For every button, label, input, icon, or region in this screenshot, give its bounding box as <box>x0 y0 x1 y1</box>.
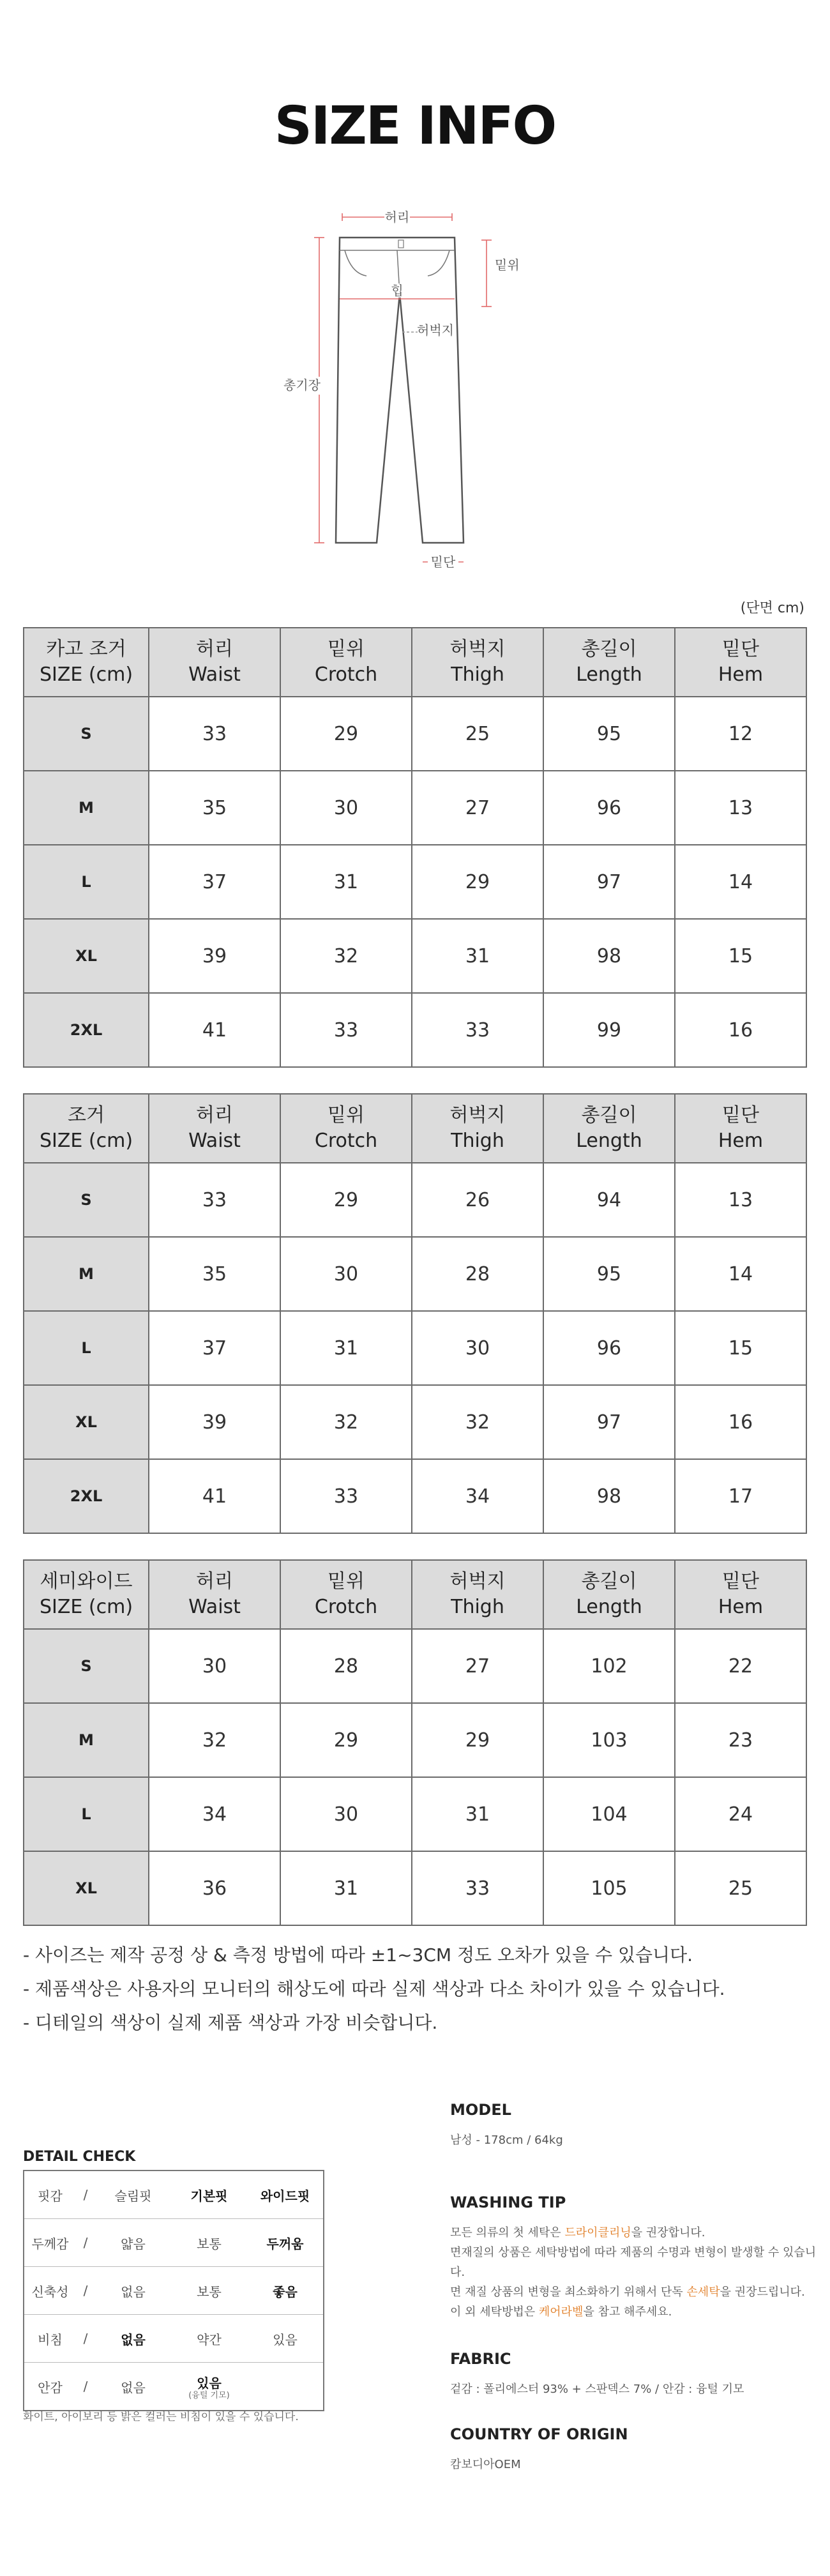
detail-separator: / <box>76 2267 95 2315</box>
size-cell: XL <box>24 919 149 993</box>
table-header-row <box>24 1560 806 1629</box>
washing-line-4 <box>450 2302 820 2322</box>
value-cell: 33 <box>149 1163 280 1237</box>
column-header-line1: 밑위 <box>328 1104 365 1126</box>
value-cell: 41 <box>149 1459 280 1533</box>
column-header-line1: 카고 조거 <box>46 638 126 660</box>
column-header-line1: 허벅지 <box>449 638 506 660</box>
detail-row <box>24 2171 324 2219</box>
value-cell: 39 <box>149 1385 280 1459</box>
value-cell: 15 <box>675 1311 806 1385</box>
value-cell: 23 <box>675 1703 806 1777</box>
value-cell: 31 <box>412 919 543 993</box>
column-header-line1: 허벅지 <box>449 1570 506 1593</box>
detail-option-label: 와이드핏 <box>260 2188 310 2204</box>
table-header-row <box>24 1094 806 1163</box>
column-header-line1: 밑단 <box>722 1104 759 1126</box>
value-cell: 36 <box>149 1851 280 1925</box>
column-header-line2: Waist <box>188 663 241 686</box>
value-cell: 29 <box>412 1703 543 1777</box>
detail-option-label: 슬림핏 <box>114 2188 152 2204</box>
detail-check-note: 화이트, 아이보리 등 밝은 컬러는 비침이 있을 수 있습니다. <box>23 2411 299 2423</box>
table-row <box>24 1629 806 1703</box>
column-header-line1: 밑단 <box>722 638 759 660</box>
detail-empty-cell <box>247 2363 324 2411</box>
value-cell: 102 <box>543 1629 675 1703</box>
column-header-line2: Length <box>576 663 642 686</box>
value-cell: 99 <box>543 993 675 1067</box>
column-header <box>543 1094 675 1163</box>
value-cell: 29 <box>280 1163 412 1237</box>
value-cell: 97 <box>543 845 675 919</box>
column-header-line2: Thigh <box>451 663 504 686</box>
value-cell: 104 <box>543 1777 675 1851</box>
value-cell: 14 <box>675 845 806 919</box>
detail-row <box>24 2363 324 2411</box>
washing-text: 을 권장합니다. <box>631 2226 706 2239</box>
value-cell: 33 <box>412 1851 543 1925</box>
column-header <box>543 1560 675 1629</box>
size-cell: XL <box>24 1851 149 1925</box>
size-cell: M <box>24 1237 149 1311</box>
value-cell: 29 <box>412 845 543 919</box>
detail-separator: / <box>76 2315 95 2363</box>
column-header-line1: 총길이 <box>581 1104 637 1126</box>
value-cell: 32 <box>280 1385 412 1459</box>
notes-list <box>23 1938 725 2040</box>
value-cell: 31 <box>280 1311 412 1385</box>
detail-label: 신축성 <box>24 2267 76 2315</box>
column-header <box>149 1094 280 1163</box>
detail-option-label: 두꺼움 <box>266 2236 304 2252</box>
size-table-semi-wide <box>23 1559 807 1926</box>
value-cell: 33 <box>280 993 412 1067</box>
column-header-line1: 총길이 <box>581 638 637 660</box>
country-of-origin-title: COUNTRY OF ORIGIN <box>450 2425 628 2443</box>
pants-diagram-svg <box>281 204 549 575</box>
column-header-line2: SIZE (cm) <box>39 1130 133 1152</box>
value-cell: 31 <box>280 845 412 919</box>
detail-option <box>171 2315 247 2363</box>
column-header-line2: Hem <box>718 1130 764 1152</box>
value-cell: 39 <box>149 919 280 993</box>
washing-text: 모든 의류의 첫 세탁은 <box>450 2226 565 2239</box>
column-header-line2: Waist <box>188 1130 241 1152</box>
detail-separator: / <box>76 2219 95 2267</box>
table-row <box>24 1237 806 1311</box>
waist-label: 허리 <box>384 209 410 225</box>
column-header <box>280 628 412 697</box>
fabric-title: FABRIC <box>450 2350 511 2368</box>
column-header <box>24 1560 149 1629</box>
column-header <box>149 1560 280 1629</box>
note-item: - 사이즈는 제작 공정 상 & 측정 방법에 따라 ±1~3CM 정도 오차가 있을 수 있습니다. <box>23 1944 693 1966</box>
value-cell: 29 <box>280 697 412 771</box>
table-header-row <box>24 628 806 697</box>
washing-text: 이 외 세탁방법은 <box>450 2305 539 2319</box>
detail-option <box>95 2363 171 2411</box>
column-header-line1: 허리 <box>196 1570 233 1593</box>
value-cell: 95 <box>543 697 675 771</box>
value-cell: 94 <box>543 1163 675 1237</box>
value-cell: 96 <box>543 771 675 845</box>
column-header-line1: 밑위 <box>328 1570 365 1593</box>
detail-label: 두께감 <box>24 2219 76 2267</box>
value-cell: 32 <box>149 1703 280 1777</box>
table-row <box>24 697 806 771</box>
detail-label: 안감 <box>38 2379 63 2395</box>
column-header-line1: 허벅지 <box>449 1104 506 1126</box>
size-cell: M <box>24 771 149 845</box>
size-table-cargo-jogger <box>23 627 807 1068</box>
detail-separator: / <box>76 2171 95 2219</box>
detail-option-label: 없음 <box>121 2331 146 2347</box>
detail-row <box>24 2267 324 2315</box>
column-header-line2: Thigh <box>451 1130 504 1152</box>
size-cell: 2XL <box>24 1459 149 1533</box>
column-header <box>675 1560 806 1629</box>
detail-option <box>95 2219 171 2267</box>
value-cell: 14 <box>675 1237 806 1311</box>
detail-option <box>171 2219 247 2267</box>
detail-option-label: 약간 <box>197 2331 222 2347</box>
column-header-line1: 허리 <box>196 638 233 660</box>
detail-option <box>247 2219 324 2267</box>
table-row <box>24 1703 806 1777</box>
detail-option <box>247 2267 324 2315</box>
value-cell: 97 <box>543 1385 675 1459</box>
detail-option <box>171 2267 247 2315</box>
rise-label: 밑위 <box>495 257 520 273</box>
table-row <box>24 1163 806 1237</box>
fabric-text: 겉감 : 폴리에스터 93% + 스판덱스 7% / 안감 : 융털 기모 <box>450 2383 744 2396</box>
value-cell: 30 <box>280 1237 412 1311</box>
column-header <box>543 628 675 697</box>
pants-measurement-diagram <box>281 204 549 575</box>
column-header-line2: Hem <box>718 663 764 686</box>
detail-option-label: 기본핏 <box>190 2188 228 2204</box>
column-header-line2: Length <box>576 1130 642 1152</box>
value-cell: 34 <box>149 1777 280 1851</box>
page-title: SIZE INFO <box>274 96 556 156</box>
detail-option-label: 보통 <box>197 2284 222 2299</box>
value-cell: 26 <box>412 1163 543 1237</box>
table-row <box>24 1777 806 1851</box>
column-header-line2: Crotch <box>314 663 378 686</box>
column-header-line2: Hem <box>718 1596 764 1618</box>
detail-row <box>24 2315 324 2363</box>
size-cell: S <box>24 1629 149 1703</box>
column-header-line2: Thigh <box>451 1596 504 1618</box>
hip-label: 힙 <box>391 283 404 298</box>
value-cell: 35 <box>149 1237 280 1311</box>
detail-option <box>247 2171 324 2219</box>
detail-option-label: 얇음 <box>121 2236 146 2252</box>
value-cell: 30 <box>412 1311 543 1385</box>
value-cell: 105 <box>543 1851 675 1925</box>
value-cell: 16 <box>675 1385 806 1459</box>
washing-highlight: 손세탁 <box>686 2285 720 2299</box>
column-header <box>412 1560 543 1629</box>
value-cell: 30 <box>280 771 412 845</box>
detail-option-label: 없음 <box>121 2284 146 2299</box>
value-cell: 35 <box>149 771 280 845</box>
detail-separator: / <box>83 2379 88 2394</box>
detail-option-label: 있음 <box>273 2331 298 2347</box>
detail-option-label: 보통 <box>197 2236 222 2252</box>
value-cell: 95 <box>543 1237 675 1311</box>
value-cell: 98 <box>543 1459 675 1533</box>
hem-label: 밑단 <box>430 554 456 570</box>
column-header-line1: 밑위 <box>328 638 365 660</box>
washing-text: 을 참고 해주세요. <box>583 2305 672 2319</box>
value-cell: 33 <box>412 993 543 1067</box>
column-header <box>24 1094 149 1163</box>
column-header-line2: Crotch <box>314 1130 378 1152</box>
value-cell: 13 <box>675 1163 806 1237</box>
detail-label: 핏감 <box>24 2171 76 2219</box>
size-cell: XL <box>24 1385 149 1459</box>
washing-text: 면 재질 상품의 변형을 최소화하기 위해서 단독 <box>450 2285 687 2299</box>
column-header <box>280 1560 412 1629</box>
washing-text: 을 권장드립니다. <box>720 2285 805 2299</box>
value-cell: 32 <box>412 1385 543 1459</box>
value-cell: 28 <box>280 1629 412 1703</box>
column-header <box>675 628 806 697</box>
value-cell: 30 <box>149 1629 280 1703</box>
column-header <box>149 628 280 697</box>
note-item: - 디테일의 색상이 실제 제품 색상과 가장 비슷합니다. <box>23 2012 438 2033</box>
column-header-line1: 밑단 <box>722 1570 759 1593</box>
detail-check-title: DETAIL CHECK <box>23 2149 136 2165</box>
column-header-line1: 총길이 <box>581 1570 637 1593</box>
washing-line-2: 면재질의 상품은 세탁방법에 따라 제품의 수명과 변형이 발생할 수 있습니다. <box>450 2246 817 2279</box>
column-header <box>412 1094 543 1163</box>
table-row <box>24 993 806 1067</box>
value-cell: 16 <box>675 993 806 1067</box>
value-cell: 29 <box>280 1703 412 1777</box>
size-cell: S <box>24 1163 149 1237</box>
column-header-line2: SIZE (cm) <box>39 663 133 686</box>
table-row <box>24 1311 806 1385</box>
detail-option <box>95 2267 171 2315</box>
detail-option <box>95 2171 171 2219</box>
detail-label: 비침 <box>24 2315 76 2363</box>
washing-line-1 <box>450 2223 820 2243</box>
detail-option-sub: (융털 기모) <box>188 2390 230 2400</box>
value-cell: 33 <box>280 1459 412 1533</box>
value-cell: 13 <box>675 771 806 845</box>
value-cell: 25 <box>412 697 543 771</box>
value-cell: 34 <box>412 1459 543 1533</box>
table-row <box>24 771 806 845</box>
value-cell: 96 <box>543 1311 675 1385</box>
table-row <box>24 845 806 919</box>
table-row <box>24 1385 806 1459</box>
value-cell: 27 <box>412 771 543 845</box>
detail-option-label: 좋음 <box>273 2284 298 2299</box>
value-cell: 15 <box>675 919 806 993</box>
column-header-line1: 조거 <box>68 1104 105 1126</box>
size-cell: L <box>24 1311 149 1385</box>
column-header <box>280 1094 412 1163</box>
washing-highlight: 드라이클리닝 <box>564 2226 631 2239</box>
value-cell: 103 <box>543 1703 675 1777</box>
thigh-label: 허벅지 <box>417 322 454 338</box>
column-header <box>675 1094 806 1163</box>
size-cell: M <box>24 1703 149 1777</box>
value-cell: 32 <box>280 919 412 993</box>
country-of-origin-text: 캄보디아OEM <box>450 2458 521 2471</box>
model-title: MODEL <box>450 2101 511 2119</box>
value-cell: 22 <box>675 1629 806 1703</box>
washing-highlight: 케어라벨 <box>538 2305 584 2319</box>
detail-option <box>171 2171 247 2219</box>
detail-option <box>247 2315 324 2363</box>
size-table-jogger <box>23 1093 807 1534</box>
value-cell: 98 <box>543 919 675 993</box>
value-cell: 12 <box>675 697 806 771</box>
detail-check-table <box>23 2170 324 2411</box>
size-cell: L <box>24 1777 149 1851</box>
size-cell: L <box>24 845 149 919</box>
column-header <box>24 628 149 697</box>
table-row <box>24 1851 806 1925</box>
size-cell: S <box>24 697 149 771</box>
table-row <box>24 919 806 993</box>
value-cell: 37 <box>149 1311 280 1385</box>
length-label: 총기장 <box>283 377 321 393</box>
column-header-line1: 허리 <box>196 1104 233 1126</box>
detail-option <box>95 2315 171 2363</box>
value-cell: 33 <box>149 697 280 771</box>
value-cell: 30 <box>280 1777 412 1851</box>
detail-option <box>171 2363 247 2411</box>
washing-tip-title: WASHING TIP <box>450 2193 566 2211</box>
column-header-line2: SIZE (cm) <box>39 1596 133 1618</box>
size-cell: 2XL <box>24 993 149 1067</box>
detail-option-label: 있음 <box>197 2375 222 2391</box>
value-cell: 27 <box>412 1629 543 1703</box>
value-cell: 28 <box>412 1237 543 1311</box>
column-header-line2: Crotch <box>314 1596 378 1618</box>
value-cell: 25 <box>675 1851 806 1925</box>
detail-row <box>24 2219 324 2267</box>
value-cell: 31 <box>280 1851 412 1925</box>
value-cell: 17 <box>675 1459 806 1533</box>
unit-note: (단면 cm) <box>740 600 804 616</box>
column-header-line1: 세미와이드 <box>40 1570 133 1593</box>
note-item: - 제품색상은 사용자의 모니터의 해상도에 따라 실제 색상과 다소 차이가 있을 수 있습니다. <box>23 1978 725 1999</box>
column-header-line2: Length <box>576 1596 642 1618</box>
value-cell: 24 <box>675 1777 806 1851</box>
value-cell: 41 <box>149 993 280 1067</box>
model-text: 남성 - 178cm / 64kg <box>450 2133 563 2147</box>
washing-line-3 <box>450 2282 820 2302</box>
table-row <box>24 1459 806 1533</box>
detail-option-label: 없음 <box>121 2379 146 2395</box>
column-header-line2: Waist <box>188 1596 241 1618</box>
column-header <box>412 628 543 697</box>
value-cell: 37 <box>149 845 280 919</box>
value-cell: 31 <box>412 1777 543 1851</box>
